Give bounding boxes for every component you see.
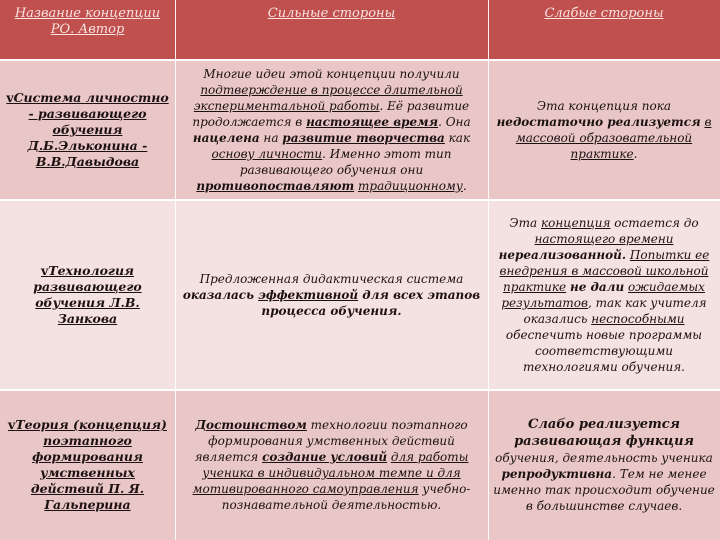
text-run: эффективной	[258, 288, 359, 302]
row2-concept-name: Технология развивающего обучения Л.В. Занкова	[33, 263, 142, 326]
bullet-icon: v	[6, 90, 14, 105]
text-run: противопоставляют	[196, 179, 355, 193]
row-divider	[0, 389, 720, 391]
text-run: неспособными	[591, 312, 685, 326]
text-run: Слабо реализуется развивающая функция	[514, 417, 694, 449]
header-weaknesses	[488, 0, 720, 60]
text-run: нереализованной.	[498, 248, 627, 262]
text-run: . Именно этот тип развивающего обучения они	[239, 147, 452, 177]
header-concept-name-text: Название концепции РО. Автор	[14, 6, 161, 37]
text-run: развитие творчества	[282, 131, 445, 145]
text-run: . Её развитие продолжается в	[192, 99, 470, 129]
text-run: остается до	[610, 216, 699, 230]
text-run: ожидаемых результатов	[501, 280, 705, 310]
text-run: Предложенная дидактическая система	[199, 272, 464, 286]
text-run: Многие идеи этой концепции получили	[203, 67, 460, 81]
text-run: Попытки ее внедрения в массовой школьной практике	[499, 248, 710, 294]
row3-concept	[0, 390, 175, 540]
text-run: для всех этапов процесса обучения.	[261, 288, 481, 318]
text-run: . Тем не менее именно так происходит обучение в большинстве случаев.	[493, 467, 715, 513]
row2-concept-content	[5, 263, 170, 327]
row2-weaknesses	[488, 200, 720, 390]
text-run: концепция	[540, 216, 611, 230]
row1-concept	[0, 60, 175, 200]
row2-concept	[0, 200, 175, 390]
row2-strengths-text	[180, 271, 483, 319]
text-run: Эта	[509, 216, 541, 230]
text-run: .	[462, 179, 467, 193]
row2-strengths	[175, 200, 488, 390]
row1-strengths-text	[180, 66, 483, 194]
bullet-icon: v	[41, 263, 49, 278]
bullet-icon: v	[8, 417, 16, 432]
text-run: настоящего времени	[534, 232, 674, 246]
text-run: . Она	[438, 115, 471, 129]
text-run: как	[444, 131, 471, 145]
text-run: нацелена	[192, 131, 260, 145]
row1-strengths	[175, 60, 488, 200]
row1-concept-content	[5, 90, 170, 170]
row1-concept-name: Система личностно - развивающего обучения Д.Б.Эльконина - В.В.Давыдова	[13, 90, 169, 169]
row-divider	[0, 199, 720, 201]
text-run: настоящее время	[306, 115, 439, 129]
text-run: Достоинством	[195, 418, 307, 432]
row2-weaknesses-text	[493, 215, 715, 375]
text-run: оказалась	[182, 288, 259, 302]
column-divider	[175, 0, 176, 540]
text-run: в массовой образовательной практике	[515, 115, 712, 161]
header-weaknesses-text: Слабые стороны	[544, 6, 664, 21]
row1-weaknesses-text	[493, 98, 715, 162]
text-run: обеспечить новые программы соответствующими технологиями обучения.	[505, 328, 703, 374]
text-run: не дали	[569, 280, 625, 294]
row3-strengths	[175, 390, 488, 540]
text-run: подтверждение в процессе длительной экспериментальной работы	[193, 83, 463, 113]
row1-weaknesses	[488, 60, 720, 200]
text-run: традиционному	[358, 179, 463, 193]
text-run: .	[633, 147, 638, 161]
text-run: технологии поэтапного формирования умственных действий является	[194, 418, 468, 464]
row3-concept-name: Теория (концепция) поэтапного формирования умственных действий П. Я. Гальперина	[15, 417, 167, 512]
row3-concept-content	[5, 417, 170, 513]
text-run: создание условий	[262, 450, 388, 464]
row3-strengths-text	[180, 417, 483, 513]
row3-weaknesses-text	[493, 416, 715, 514]
text-run: обучения, деятельность ученика	[495, 451, 713, 465]
text-run: Эта концепция пока	[536, 99, 672, 113]
header-strengths-text: Сильные стороны	[267, 6, 396, 21]
header-concept-name	[0, 0, 175, 60]
row3-weaknesses	[488, 390, 720, 540]
text-run: учебно-познавательной деятельностью.	[221, 482, 471, 512]
text-run: , так как учителя оказались	[523, 296, 707, 326]
text-run: репродуктивна	[501, 467, 613, 481]
text-run: основу личности	[211, 147, 323, 161]
text-run: на	[259, 131, 283, 145]
text-run: для работы ученика в индивидуальном темпе и для мотивированного самоуправления	[192, 450, 469, 496]
header-strengths	[175, 0, 488, 60]
text-run: недостаточно реализуется	[496, 115, 701, 129]
row-divider	[0, 59, 720, 61]
column-divider	[488, 0, 489, 540]
